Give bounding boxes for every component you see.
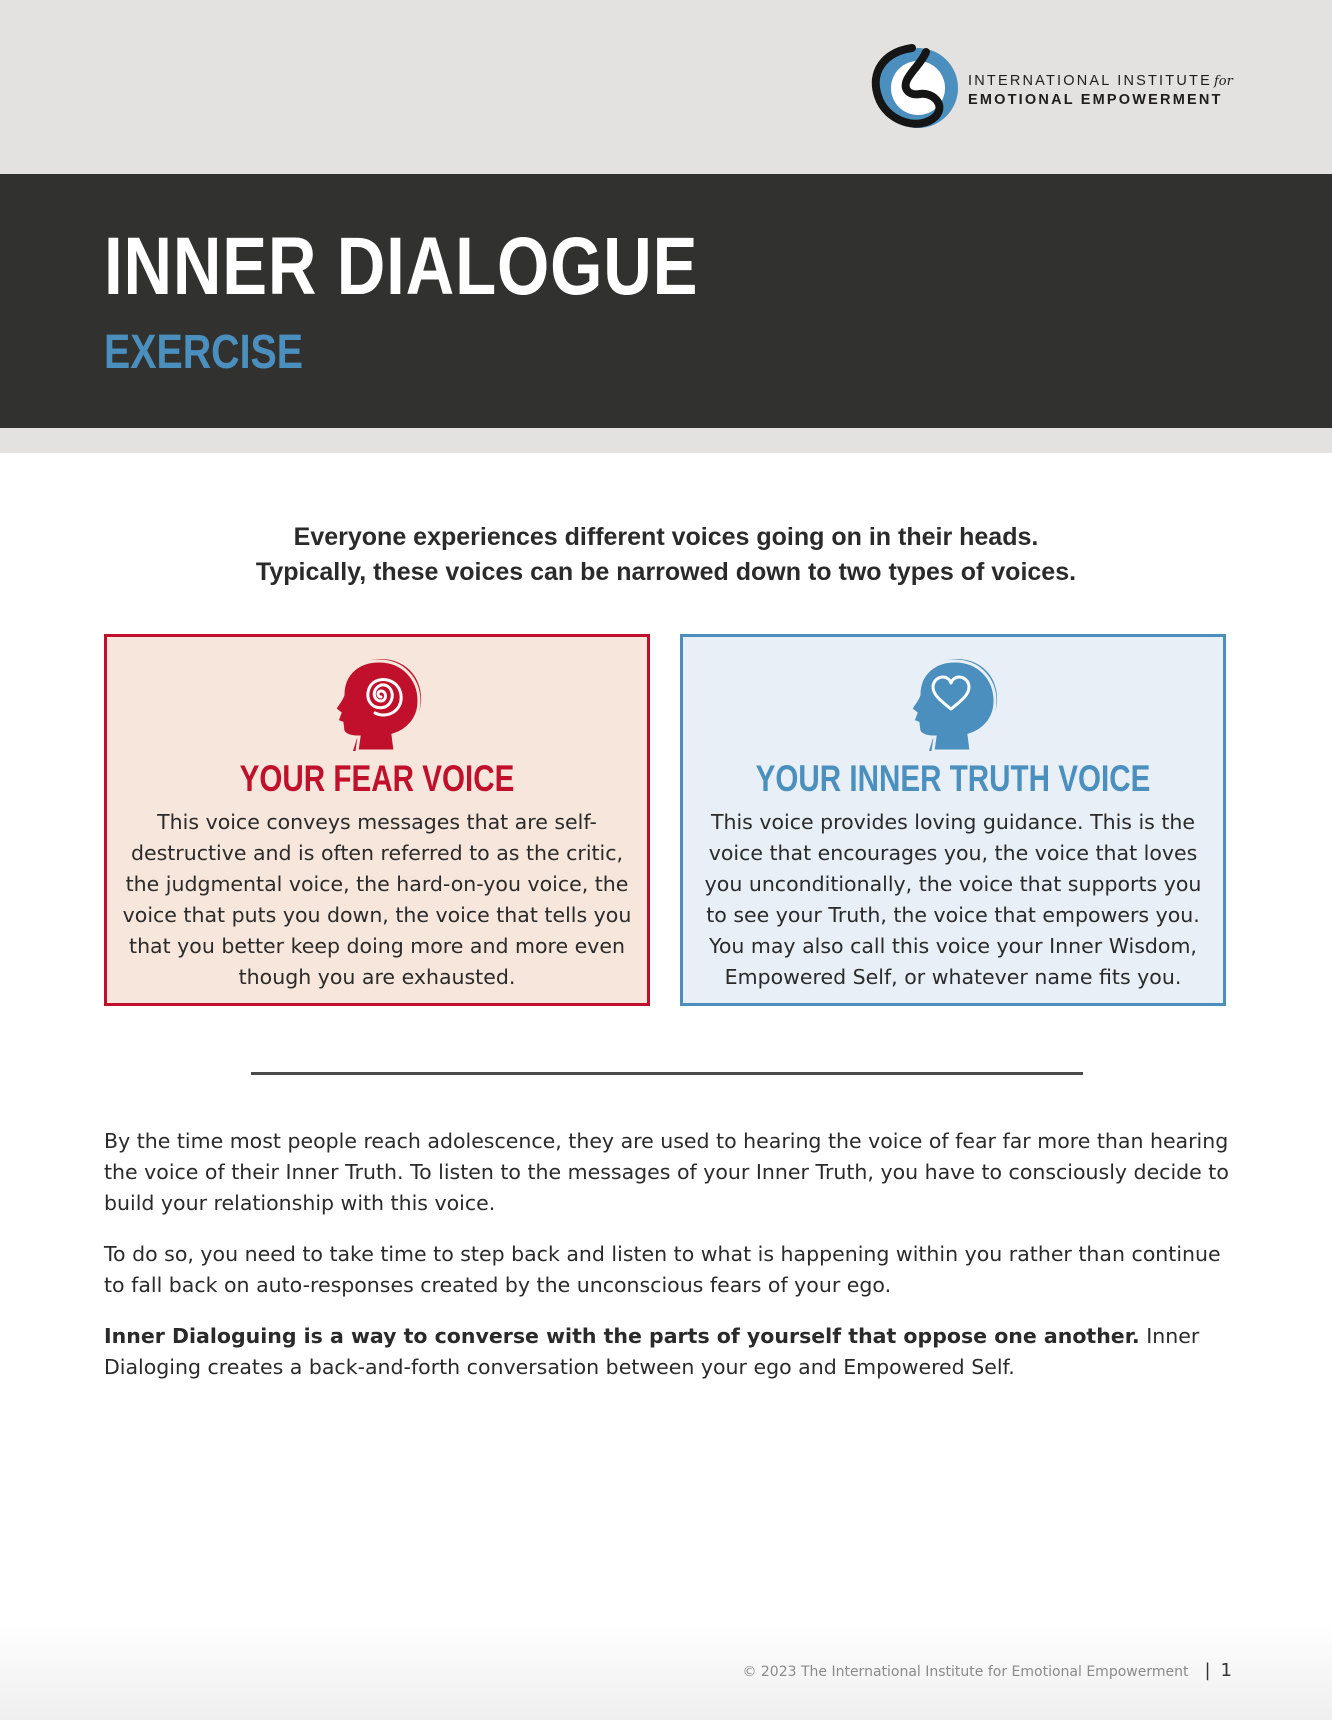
page-subtitle: EXERCISE — [104, 326, 304, 379]
logo-text — [968, 72, 1248, 110]
body-paragraph-3-bold: Inner Dialoguing is a way to converse with the parts of yourself that oppose one another. — [104, 1324, 1140, 1348]
logo-line-2: EMOTIONAL EMPOWERMENT — [968, 92, 1223, 108]
inner-truth-voice-title: YOUR INNER TRUTH VOICE — [755, 758, 1151, 799]
fear-voice-description: This voice conveys messages that are self-destructive and is often referred to as the critic, the judgmental voice, the hard-on-you voice, the voice that puts you down, the voice that tells you that you better keep doing more and more even though you are exhausted. — [122, 810, 632, 989]
inner-truth-voice-card — [680, 634, 1226, 1006]
body-text — [104, 1126, 1234, 1403]
logo-mark-icon — [866, 42, 960, 136]
head-heart-icon — [891, 655, 1015, 751]
body-paragraph-3-rest: Inner Dialoging creates a back-and-forth conversation between your ego and Empowered Self. — [104, 1324, 1200, 1379]
head-spiral-icon — [315, 655, 439, 751]
page-title: INNER DIALOGUE — [104, 221, 699, 312]
logo-line-1 — [968, 72, 1248, 91]
page-number: 1 — [1220, 1660, 1232, 1681]
fear-voice-title: YOUR FEAR VOICE — [239, 758, 515, 799]
intro-line-2: Typically, these voices can be narrowed down to two types of voices. — [255, 558, 1077, 586]
footer-copyright: © 2023 The International Institute for Emotional Empowerment — [742, 1664, 1189, 1680]
title-band-strip — [0, 428, 1332, 453]
inner-truth-voice-description: This voice provides loving guidance. This is the voice that encourages you, the voice that loves you unconditionally, the voice that supports you to see your Truth, the voice that empowers you. You may also call this voice your Inner Wisdom, Empowered Self, or whatever name fits you. — [704, 810, 1202, 989]
institute-logo — [866, 42, 1236, 136]
footer-separator: | — [1204, 1660, 1211, 1681]
body-paragraph-1: By the time most people reach adolescence, they are used to hearing the voice of fear far more than hearing the voice of their Inner Truth. To listen to the messages of your Inner Truth, you have to consciously decide to build your relationship with this voice. — [104, 1129, 1229, 1215]
fear-voice-card — [104, 634, 650, 1006]
page-footer — [742, 1660, 1232, 1681]
body-paragraph-2: To do so, you need to take time to step back and listen to what is happening within you rather than continue to fall back on auto-responses created by the unconscious fears of your ego. — [104, 1242, 1221, 1297]
intro-line-1: Everyone experiences different voices going on in their heads. — [293, 523, 1039, 551]
intro-text — [104, 520, 1228, 590]
section-divider — [251, 1072, 1083, 1075]
logo-for-text: for — [1213, 74, 1233, 89]
body-paragraph-3 — [104, 1321, 1234, 1383]
logo-line-1-text: INTERNATIONAL INSTITUTE — [968, 73, 1212, 89]
